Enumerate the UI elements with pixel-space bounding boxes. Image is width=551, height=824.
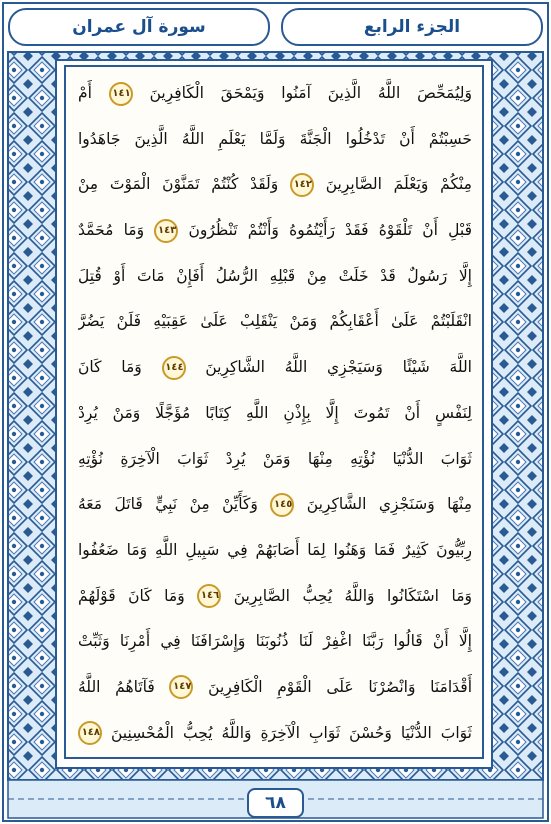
ayah-number-marker: ١٤٧ xyxy=(169,675,193,699)
surah-title-box xyxy=(8,8,270,46)
verse-line: حَسِبْتُمْ أَنْ تَدْخُلُوا الْجَنَّةَ وَلَمَّا يَعْلَمِ اللَّهُ الَّذِينَ جَاهَدُوا xyxy=(78,129,472,148)
verse-line: ثَوَابَ الدُّنْيَا وَحُسْنَ ثَوَابِ الْآخِرَةِ وَاللَّهُ يُحِبُّ الْمُحْسِنِينَ ١٤٨ xyxy=(78,711,472,757)
verse-line: رِبِّيُّونَ كَثِيرٌ فَمَا وَهَنُوا لِمَا أَصَابَهُمْ فِي سَبِيلِ اللَّهِ وَمَا ضَعُفُوا xyxy=(78,540,472,559)
verse-line: لِنَفْسٍ أَنْ تَمُوتَ إِلَّا بِإِذْنِ اللَّهِ كِتَابًا مُؤَجَّلًا وَمَنْ يُرِدْ xyxy=(78,403,472,422)
verse-line: انْقَلَبْتُمْ عَلَىٰ أَعْقَابِكُمْ وَمَنْ يَنْقَلِبْ عَلَىٰ عَقِبَيْهِ فَلَنْ يَضُرَّ xyxy=(78,312,472,331)
ayah-number-marker: ١٤٤ xyxy=(162,356,186,380)
verse-line: وَلِيُمَحِّصَ اللَّهُ الَّذِينَ آمَنُوا وَيَمْحَقَ الْكَافِرِينَ ١٤١ أَمْ xyxy=(78,71,472,117)
ayah-number-marker: ١٤٥ xyxy=(270,493,294,517)
verse-line: قَبْلِ أَنْ تَلْقَوْهُ فَقَدْ رَأَيْتُمُوهُ وَأَنْتُمْ تَنْظُرُونَ ١٤٣ وَمَا مُحَمَّدٌ xyxy=(78,208,472,254)
page-number: ٦٨ xyxy=(265,793,286,813)
ayah-number-marker: ١٤٦ xyxy=(197,584,221,608)
verse-line: وَمَا اسْتَكَانُوا وَاللَّهُ يُحِبُّ الصَّابِرِينَ ١٤٦ وَمَا كَانَ قَوْلَهُمْ xyxy=(78,574,472,620)
verse-line: مِنْهَا وَسَنَجْزِي الشَّاكِرِينَ ١٤٥ وَكَأَيِّنْ مِنْ نَبِيٍّ قَاتَلَ مَعَهُ xyxy=(78,482,472,528)
surah-title: سورة آل عمران xyxy=(72,17,206,37)
ayah-number-marker: ١٤٣ xyxy=(154,219,178,243)
page-number-box xyxy=(247,788,304,818)
verse-lines xyxy=(78,71,472,756)
ayah-number-marker: ١٤١ xyxy=(109,82,133,106)
verse-line: أَقْدَامَنَا وَانْصُرْنَا عَلَى الْقَوْمِ الْكَافِرِينَ ١٤٧ فَآتَاهُمُ اللَّهُ xyxy=(78,665,472,711)
ayah-number-marker: ١٤٨ xyxy=(78,721,102,745)
verse-line: ثَوَابَ الدُّنْيَا نُؤْتِهِ مِنْهَا وَمَنْ يُرِدْ ثَوَابَ الْآخِرَةِ نُؤْتِهِ xyxy=(78,449,472,468)
juz-title-box xyxy=(281,8,543,46)
ayah-number-marker: ١٤٢ xyxy=(290,173,314,197)
quran-text-panel xyxy=(64,65,484,759)
verse-line: مِنْكُمْ وَيَعْلَمَ الصَّابِرِينَ ١٤٢ وَلَقَدْ كُنْتُمْ تَمَنَّوْنَ الْمَوْتَ مِنْ xyxy=(78,162,472,208)
verse-line: إِلَّا رَسُولٌ قَدْ خَلَتْ مِنْ قَبْلِهِ الرُّسُلُ أَفَإِنْ مَاتَ أَوْ قُتِلَ xyxy=(78,266,472,285)
verse-line: إِلَّا أَنْ قَالُوا رَبَّنَا اغْفِرْ لَنَا ذُنُوبَنَا وَإِسْرَافَنَا فِي أَمْرِنَا وَثَبِّتْ xyxy=(78,632,472,651)
juz-title: الجزء الرابع xyxy=(363,17,461,37)
verse-line: اللَّهَ شَيْئًا وَسَيَجْزِي اللَّهُ الشَّاكِرِينَ ١٤٤ وَمَا كَانَ xyxy=(78,345,472,391)
